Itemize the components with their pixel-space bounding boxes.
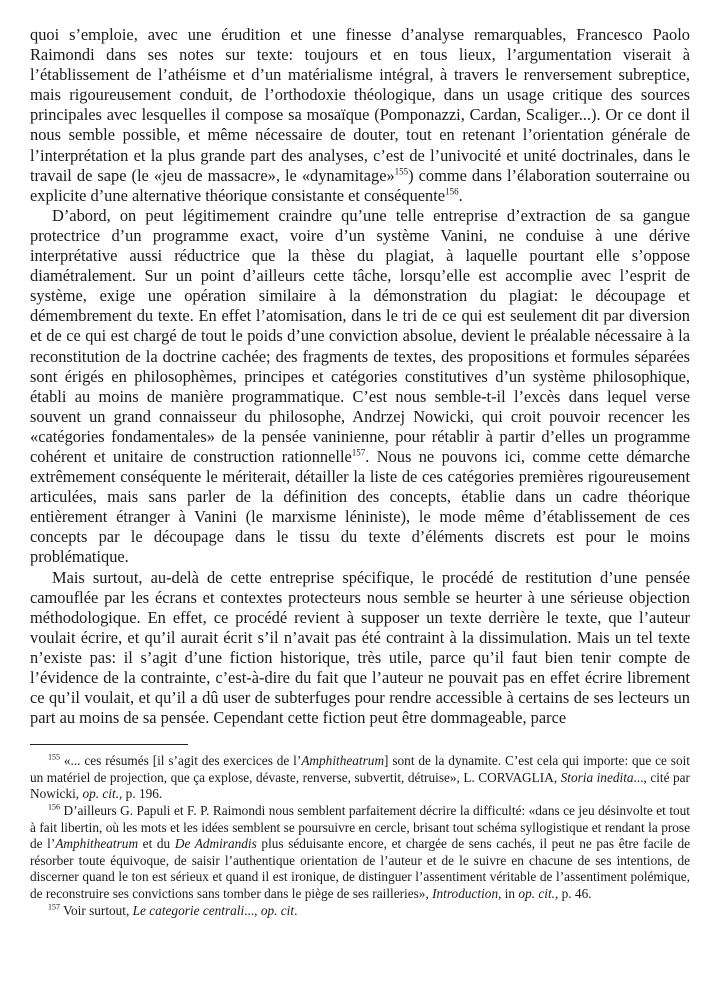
paragraph-3 xyxy=(30,568,690,729)
page xyxy=(30,25,690,919)
footnote-text: ..., xyxy=(244,902,261,918)
footnote-text: . xyxy=(294,902,298,918)
footnote-text: , p. 196. xyxy=(119,786,163,802)
footnote-text: Voir surtout, xyxy=(60,902,133,918)
footnote-title: Amphitheatrum xyxy=(301,753,385,769)
footnote-title: op. cit. xyxy=(82,786,120,802)
footnote-title: Storia inedita xyxy=(560,769,634,785)
footnote-divider xyxy=(30,744,188,745)
footnote-text: ] sont de la dynamite. C’est cela qui importe: que ce soit un matériel de projection, que ça explose, dévaste, renverse, subvertit, détruise», L. CORVAGLIA, xyxy=(30,753,690,785)
footnote-ref[interactable]: 157 xyxy=(351,447,366,458)
footnote-text: plus séduisante encore, et chargée de sens cachés, il peut ne pas être facile de résorber toute équivoque, de saisir l’authentique orientation de l’auteur et de le suivre en chacune de ses intentions, de discerner quand le ton est sérieux et quand il est ironique, de distinguer l’assentiment véritable de l’assentiment polémique, de reconstruire ses convictions sans tomber dans le piège de ses railleries», xyxy=(30,836,690,902)
footnotes xyxy=(30,753,690,919)
footnote-title: De Admirandis xyxy=(174,836,257,852)
footnote-title: op. cit. xyxy=(518,886,555,902)
footnote-text: «... ces résumés [il s’agit des exercices de l’ xyxy=(60,753,302,769)
footnote-ref[interactable]: 155 xyxy=(394,166,409,177)
footnote-text: ..., cité par Nowicki, xyxy=(30,769,690,802)
paragraph-text: quoi s’emploie, avec une érudition et une finesse d’analyse remarquables, Francesco Paolo Raimondi dans ses notes sur texte: toujours et en tous lieux, l’argumentation viserait à l’établissement de l’athéisme et d’un matérialisme intégral, à travers le renversement subreptice, mais rigoureusement conduit, de l’orthodoxie théologique, dans un usage critique des sources principales avec lesquelles il compose sa mosaïque (Pomponazzi, Cardan, Scaliger...). Or ce dont il nous semble possible, et même nécessaire de douter, tout en retenant l’orientation générale de l’interprétation et la plus grande part des analyses, c’est de l’univocité et unité doctrinales, dans le travail de sape (le «jeu de massacre», le «dynamitage» xyxy=(30,25,690,185)
footnote-text: et du xyxy=(138,836,175,852)
footnote-156 xyxy=(30,803,690,903)
paragraph-text: . xyxy=(458,185,463,205)
paragraph-2 xyxy=(30,206,690,568)
footnote-number: 156 xyxy=(48,802,60,812)
paragraph-1 xyxy=(30,25,690,206)
body-text xyxy=(30,25,690,728)
footnote-title: op. cit xyxy=(260,902,295,918)
footnote-157 xyxy=(30,903,690,920)
footnote-number: 155 xyxy=(48,752,60,762)
footnote-title: Le categorie centrali xyxy=(132,902,245,918)
footnote-text: , in xyxy=(498,886,519,902)
paragraph-text: ) comme dans l’élaboration souterraine ou explicite d’une alternative théorique consistante et conséquente xyxy=(30,165,690,205)
footnote-title: Introduction xyxy=(432,886,499,902)
footnote-155 xyxy=(30,753,690,803)
paragraph-text: Mais surtout, au-delà de cette entreprise spécifique, le procédé de restitution d’une pensée camouflée par les écrans et contextes protecteurs nous semble se heurter à une sérieuse objection méthodologique. En effet, ce procédé revient à supposer un texte derrière le texte, que l’auteur voulait écrire, et qu’il aurait écrit s’il n’avait pas été contraint à la dissimulation. Mais un tel texte n’existe pas: il s’agit d’une fiction historique, très utile, parce qu’il faut bien tenir compte de l’évidence de la contrainte, c’est-à-dire du fait que l’auteur ne pouvait pas en effet écrire librement ce qu’il voulait, et qu’il a dû user de subterfuges pour rendre accessible à certains de ses lecteurs un part au moins de sa pensée. Cependant cette fiction peut être dommageable, parce xyxy=(30,567,690,728)
footnote-ref[interactable]: 156 xyxy=(445,186,459,197)
footnote-text: D’ailleurs G. Papuli et F. P. Raimondi nous semblent parfaitement décrire la difficulté: «dans ce jeu désinvolte et tout à fait libertin, où les mots et les idées semblent se poursuivre en cercle, brisant tout schéma syllogistique et rendant la prose de l’ xyxy=(30,803,690,852)
footnote-title: Amphitheatrum xyxy=(55,836,139,852)
footnote-number: 157 xyxy=(48,902,60,912)
footnote-text: , p. 46. xyxy=(554,886,592,902)
paragraph-text: . Nous ne pouvons ici, comme cette démarche extrêmement conséquente le mériterait, détailler la liste de ces catégories premières rigoureusement articulées, mais sans parler de la définition des concepts, établie dans un cadre théorique entièrement étranger à Vanini (le marxisme léniniste), le mode même d’établissement de ces concepts par le découpage dans le tissu du texte d’éléments discrets est pour le moins problématique. xyxy=(30,446,690,567)
paragraph-text: D’abord, on peut légitimement craindre qu’une telle entreprise d’extraction de sa gangue protectrice d’un programme exact, voire d’un système Vanini, ne conduise à une dérive interprétative aussi réductrice que la thèse du plagiat, à laquelle pourtant elle s’oppose diamétralement. Sur un point d’ailleurs cette tâche, lorsqu’elle est accomplie avec l’esprit de système, exige une opération similaire à la démonstration du plagiat: le découpage et démembrement du texte. En effet l’atomisation, dans le tri de ce qui est seulement dit par diversion et de ce qui est chargé de tout le poids d’une conviction absolue, devient le préalable nécessaire à la reconstitution de la doctrine cachée; des fragments de textes, des propositions et formules séparées sont érigés en philosophèmes, principes et catégories constitutives d’un système philosophique, établi au moins de manière programmatique. C’est nous semble-t-il l’excès dans lequel verse souvent un grand connaisseur du philosophe, Andrzej Nowicki, qui croit pouvoir recencer les «catégories fondamentales» de la pensée vaninienne, pour rétablir à partir d’elles un programme cohérent et unitaire de construction rationnelle xyxy=(30,205,690,466)
